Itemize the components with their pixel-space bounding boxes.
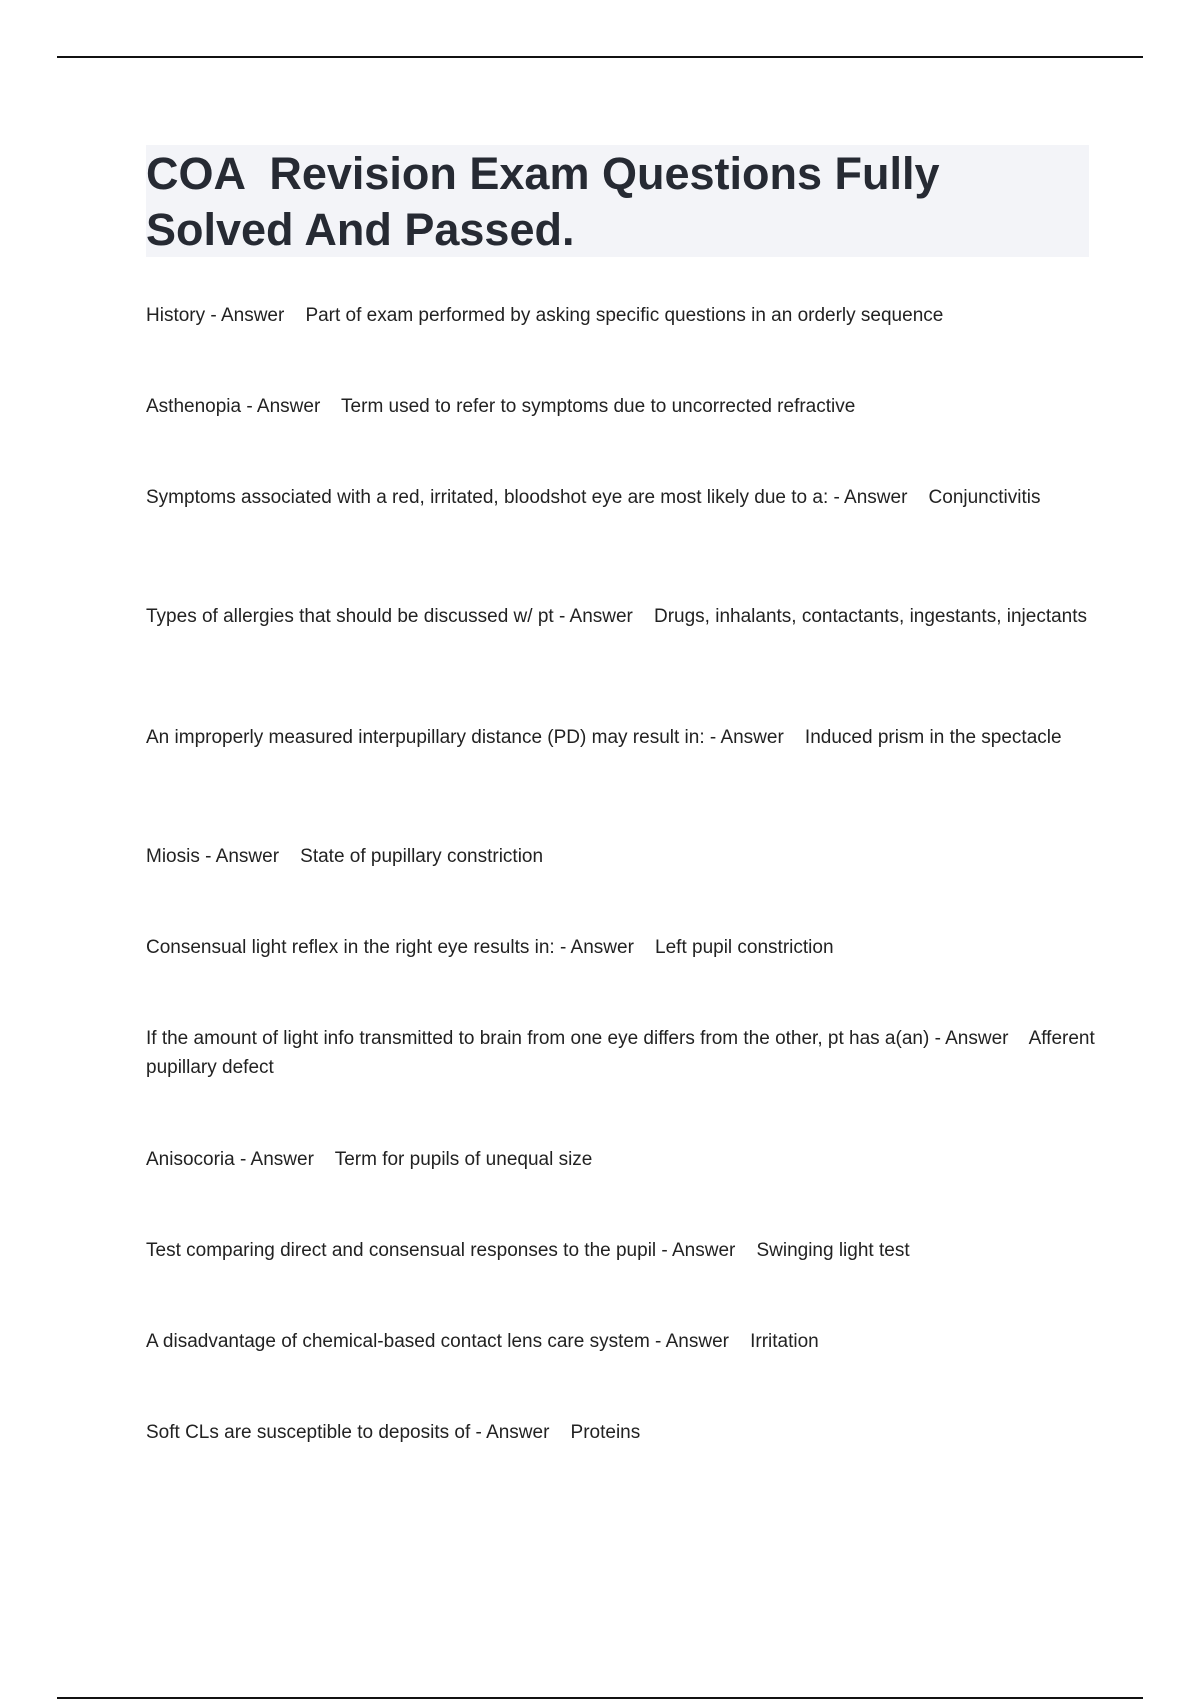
qa-answer: Induced prism in the spectacle bbox=[804, 727, 1062, 748]
qa-separator: - Answer bbox=[199, 846, 301, 867]
qa-answer: Term for pupils of unequal size bbox=[334, 1149, 593, 1170]
qa-question: History bbox=[146, 305, 206, 326]
qa-item bbox=[146, 602, 1096, 631]
page-bottom-rule bbox=[57, 1697, 1143, 1699]
qa-answer: Conjunctivitis bbox=[928, 487, 1041, 508]
qa-item bbox=[146, 1236, 1096, 1265]
qa-question: Symptoms associated with a red, irritated, bloodshot eye are most likely due to a: bbox=[146, 487, 829, 508]
qa-separator: - Answer bbox=[704, 727, 805, 748]
qa-item bbox=[146, 483, 1096, 512]
document-title: COA Revision Exam Questions Fully Solved And Passed. bbox=[146, 148, 953, 255]
qa-answer: Swinging light test bbox=[756, 1240, 910, 1261]
qa-answer: Drugs, inhalants, contactants, ingestants, injectants bbox=[654, 606, 1088, 627]
qa-answer: State of pupillary constriction bbox=[300, 846, 544, 867]
qa-item bbox=[146, 392, 1096, 421]
qa-item bbox=[146, 1327, 1096, 1356]
qa-question: If the amount of light info transmitted to brain from one eye differs from the other, pt has a(an) bbox=[146, 1028, 930, 1049]
qa-item bbox=[146, 1418, 1096, 1447]
qa-separator: - Answer bbox=[234, 1149, 335, 1170]
qa-separator: - Answer bbox=[205, 305, 306, 326]
qa-separator: - Answer bbox=[649, 1331, 751, 1352]
qa-question: Consensual light reflex in the right eye results in: bbox=[146, 937, 555, 958]
qa-question: Test comparing direct and consensual responses to the pupil bbox=[146, 1240, 657, 1261]
qa-item bbox=[146, 723, 1096, 752]
qa-separator: - Answer bbox=[554, 937, 656, 958]
qa-question: Anisocoria bbox=[146, 1149, 235, 1170]
qa-separator: - Answer bbox=[656, 1240, 757, 1261]
qa-separator: - Answer bbox=[553, 606, 654, 627]
qa-answer: Part of exam performed by asking specific questions in an orderly sequence bbox=[305, 305, 944, 326]
qa-question: Miosis bbox=[146, 846, 200, 867]
qa-separator: - Answer bbox=[828, 487, 929, 508]
qa-question: A disadvantage of chemical-based contact lens care system bbox=[146, 1331, 650, 1352]
qa-answer: Term used to refer to symptoms due to uncorrected refractive bbox=[341, 396, 856, 417]
qa-question: Types of allergies that should be discussed w/ pt bbox=[146, 606, 554, 627]
qa-item bbox=[146, 842, 1096, 871]
qa-separator: - Answer bbox=[929, 1028, 1029, 1049]
qa-item bbox=[146, 1024, 1101, 1082]
qa-item bbox=[146, 301, 1096, 330]
qa-answer: Proteins bbox=[570, 1422, 641, 1443]
qa-question: An improperly measured interpupillary distance (PD) may result in: bbox=[146, 727, 705, 748]
qa-answer: Afferent pupillary defect bbox=[146, 1028, 1101, 1078]
qa-answer: Left pupil constriction bbox=[655, 937, 834, 958]
qa-separator: - Answer bbox=[470, 1422, 571, 1443]
qa-answer: Irritation bbox=[750, 1331, 819, 1352]
page-top-rule bbox=[57, 56, 1143, 58]
qa-question: Asthenopia bbox=[146, 396, 242, 417]
qa-separator: - Answer bbox=[241, 396, 342, 417]
qa-item bbox=[146, 933, 1096, 962]
qa-question: Soft CLs are susceptible to deposits of bbox=[146, 1422, 471, 1443]
qa-item bbox=[146, 1145, 1096, 1174]
